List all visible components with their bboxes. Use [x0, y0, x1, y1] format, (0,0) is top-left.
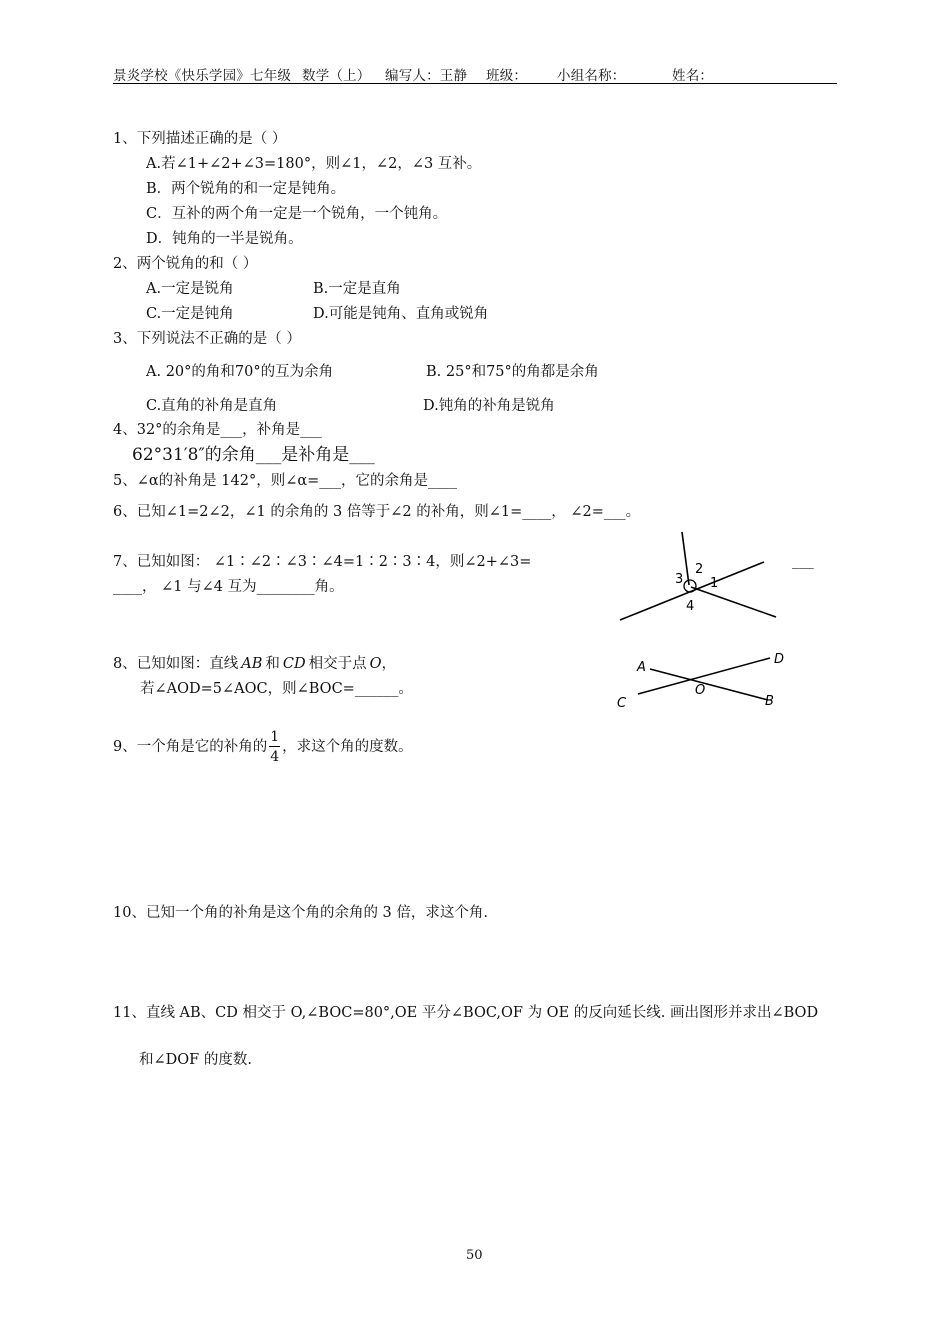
q8-label-d: D	[774, 652, 785, 667]
header-author: 编写人：王静	[385, 68, 468, 84]
q2-option-c: C.一定是钝角	[146, 306, 234, 322]
q9-frac-num: 1	[270, 729, 280, 745]
q8-and: 和	[265, 656, 280, 672]
q8-figure	[610, 645, 800, 715]
q7-line1: 7、已知如图： ∠1∶∠2∶∠3∶∠4=1∶2∶3∶4，则∠2+∠3=	[113, 554, 532, 570]
q5-text: 5、∠α的补角是 142°，则∠α=___，它的余角是____	[113, 473, 458, 489]
q8-label-o: O	[695, 683, 706, 698]
q8-line1	[113, 652, 396, 673]
q8-line-ab	[650, 669, 768, 700]
q3-option-b: B. 25°和75°的角都是余角	[426, 364, 599, 380]
q7-blank-tail: ___	[792, 553, 814, 569]
header-name-label: 姓名：	[672, 68, 714, 84]
q3-option-c: C.直角的补角是直角	[146, 398, 278, 414]
header-rule	[113, 83, 837, 84]
q1-option-a: A.若∠1+∠2+∠3=180°，则∠1，∠2，∠3 互补。	[146, 156, 482, 172]
header-group-label: 小组名称：	[557, 68, 626, 84]
q6-text: 6、已知∠1=2∠2，∠1 的余角的 3 倍等于∠2 的补角，则∠1=____， ∠2=___。	[113, 504, 641, 520]
q7-label-3: 3	[675, 572, 684, 587]
q8-ab: AB	[241, 656, 263, 672]
q1-option-b: B．两个锐角的和一定是钝角。	[146, 181, 346, 197]
q4-line2: 62°31′8″的余角___是补角是___	[132, 445, 375, 465]
q3-stem: 3、下列说法不正确的是（ ）	[113, 331, 301, 347]
q1-stem: 1、下列描述正确的是（ ）	[113, 131, 287, 147]
q2-option-d: D.可能是钝角、直角或锐角	[313, 306, 489, 322]
q9-text	[113, 730, 413, 764]
q7-label-2: 2	[695, 562, 704, 577]
q8-o: O	[369, 656, 382, 672]
q7-figure	[600, 525, 800, 630]
q1-option-d: D．钝角的一半是锐角。	[146, 231, 303, 247]
q8-label-a: A	[637, 660, 646, 675]
q8-line1-post: 相交于点	[308, 656, 367, 672]
q9-pre: 9、一个角是它的补角的	[113, 739, 268, 755]
header-class-label: 班级：	[486, 68, 528, 84]
q1-option-c: C．互补的两个角一定是一个锐角，一个钝角。	[146, 206, 448, 222]
q10-text: 10、已知一个角的补角是这个角的余角的 3 倍，求这个角.	[113, 905, 489, 921]
q8-cd: CD	[282, 656, 306, 672]
q9-post: ，求这个角的度数。	[282, 739, 413, 755]
header-school: 景炎学校《快乐学园》七年级	[113, 68, 292, 84]
q7-angle-arc	[684, 580, 696, 592]
q7-line2: ____， ∠1 与∠4 互为________角。	[113, 579, 344, 595]
q3-option-a: A. 20°的角和70°的互为余角	[146, 364, 334, 380]
q7-label-4: 4	[686, 599, 695, 614]
q8-line1-pre: 8、已知如图：直线	[113, 656, 239, 672]
q4-line1: 4、32°的余角是___，补角是___	[113, 422, 322, 438]
q9-frac-den: 4	[270, 749, 280, 765]
q9-fraction	[269, 730, 280, 764]
q8-comma: ，	[381, 656, 396, 672]
q8-label-c: C	[617, 696, 627, 711]
q8-label-b: B	[765, 694, 774, 709]
q2-option-a: A.一定是锐角	[146, 281, 234, 297]
header-subject: 数学（上）	[302, 68, 371, 84]
q8-line2: 若∠AOD=5∠AOC，则∠BOC=______。	[140, 681, 413, 697]
q2-option-b: B.一定是直角	[313, 281, 401, 297]
q11-line1: 11、直线 AB、CD 相交于 O,∠BOC=80°,OE 平分∠BOC,OF 为 OE 的反向延长线. 画出图形并求出∠BOD	[113, 1005, 819, 1021]
q11-line2: 和∠DOF 的度数.	[139, 1052, 252, 1068]
q3-option-d: D.钝角的补角是锐角	[423, 398, 555, 414]
q7-label-1: 1	[710, 576, 719, 591]
q7-ray-down	[691, 587, 776, 617]
q2-stem: 2、两个锐角的和（ ）	[113, 256, 258, 272]
page-number: 50	[466, 1248, 483, 1263]
